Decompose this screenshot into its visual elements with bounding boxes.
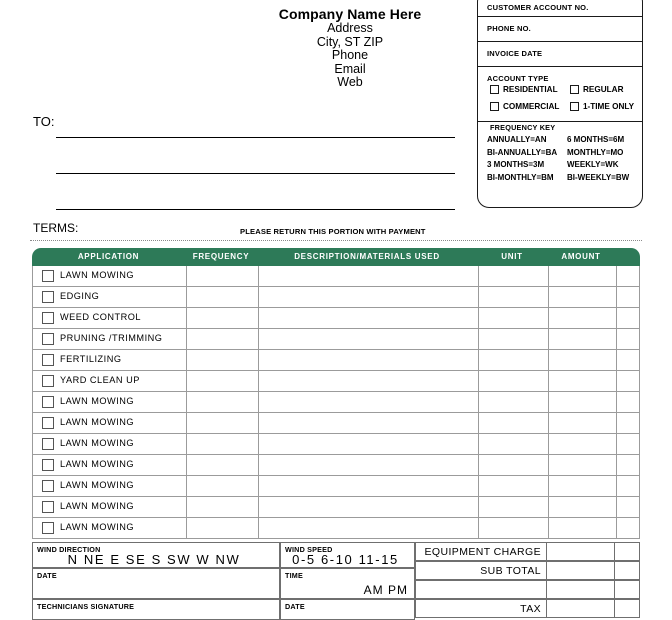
column-divider [186,434,187,454]
column-divider [548,329,549,349]
column-divider [258,266,259,286]
table-row[interactable] [32,413,640,434]
table-row[interactable] [32,518,640,539]
column-divider [478,476,479,496]
phone-no-label: PHONE NO. [487,24,531,33]
checkbox-regular-label: REGULAR [583,85,624,94]
column-divider [548,497,549,517]
table-row[interactable] [32,266,640,287]
column-divider [478,392,479,412]
column-divider [616,413,617,433]
wind-direction-label: WIND DIRECTION [37,545,101,554]
column-header-frequency: FREQUENCY [192,252,250,261]
total-label-cell [415,580,547,599]
bill-to-line-2[interactable] [56,173,455,174]
phone-no-field[interactable] [478,17,642,42]
column-divider [258,371,259,391]
total-amount-cell[interactable] [547,580,615,599]
table-row[interactable] [32,497,640,518]
column-divider [616,308,617,328]
column-divider [186,476,187,496]
invoice-date-label: INVOICE DATE [487,49,543,58]
column-divider [258,287,259,307]
column-divider [548,266,549,286]
row-application-label: LAWN MOWING [60,501,135,511]
column-divider [548,518,549,538]
date-label-1: DATE [37,571,57,580]
row-checkbox-icon[interactable] [42,354,54,366]
row-application-label: EDGING [60,291,100,301]
total-label-cell [415,542,547,561]
company-name: Company Name Here [278,6,422,22]
frequency-key-item: MONTHLY=MO [567,147,624,157]
checkbox-regular[interactable] [570,85,623,94]
frequency-key-item: BI-ANNUALLY=BA [487,147,558,157]
column-header-amount: AMOUNT [561,252,601,261]
column-divider [478,266,479,286]
column-divider [258,308,259,328]
company-email: Email [334,61,366,76]
checkbox-commercial-label: COMMERCIAL [503,102,560,111]
column-divider [478,455,479,475]
am-pm-selector[interactable]: AM PM [363,583,408,597]
column-divider [616,392,617,412]
account-info-box [477,0,643,208]
time-label: TIME [285,571,303,580]
row-application-label: LAWN MOWING [60,270,135,280]
row-checkbox-icon[interactable] [42,417,54,429]
date-cell-2[interactable] [280,599,415,620]
date-cell-1[interactable] [32,568,280,599]
total-label: TAX [520,603,541,615]
time-cell[interactable] [280,568,415,599]
frequency-key-section [478,122,642,192]
column-header-description: DESCRIPTION/MATERIALS USED [294,252,440,261]
services-table-header-row [32,248,640,266]
customer-account-no-label: CUSTOMER ACCOUNT NO. [487,3,589,12]
row-application-label: FERTILIZING [60,354,122,364]
wind-direction-options[interactable]: N NE E SE S SW W NW [67,552,241,567]
checkbox-icon[interactable] [570,85,579,94]
services-table-body [32,266,640,539]
frequency-key-title: FREQUENCY KEY [490,123,556,132]
column-divider [478,434,479,454]
column-divider [616,350,617,370]
wind-speed-cell[interactable] [280,542,415,568]
row-application-label: LAWN MOWING [60,522,135,532]
column-divider [258,476,259,496]
column-divider [258,518,259,538]
bill-to-line-3[interactable] [56,209,455,210]
company-web: Web [337,75,363,89]
row-checkbox-icon[interactable] [42,270,54,282]
table-row[interactable] [32,455,640,476]
row-checkbox-icon[interactable] [42,396,54,408]
company-city-state-zip: City, ST ZIP [316,34,384,49]
column-divider [616,266,617,286]
column-divider [548,287,549,307]
total-end-cell[interactable] [615,542,640,561]
footer-block [32,542,640,620]
row-checkbox-icon[interactable] [42,459,54,471]
column-divider [548,413,549,433]
company-header-block [230,6,470,90]
column-header-unit: UNIT [501,252,523,261]
row-checkbox-icon[interactable] [42,312,54,324]
checkbox-one-time-only-label: 1-TIME ONLY [583,102,635,111]
row-application-label: PRUNING /TRIMMING [60,333,163,343]
total-amount-cell[interactable] [547,599,615,618]
frequency-key-item: BI-WEEKLY=BW [567,172,630,182]
column-divider [548,371,549,391]
column-divider [186,329,187,349]
frequency-key-item: BI-MONTHLY=BM [487,172,554,182]
table-row[interactable] [32,329,640,350]
table-row[interactable] [32,350,640,371]
column-divider [186,266,187,286]
column-divider [616,287,617,307]
wind-speed-options[interactable]: 0-5 6-10 11-15 [292,552,399,567]
column-divider [478,329,479,349]
column-divider [478,371,479,391]
row-application-label: LAWN MOWING [60,480,135,490]
table-row[interactable] [32,476,640,497]
checkbox-residential-label: RESIDENTIAL [503,85,558,94]
row-checkbox-icon[interactable] [42,375,54,387]
checkbox-one-time-only[interactable] [570,102,634,111]
invoice-date-field[interactable] [478,42,642,67]
services-table [32,248,640,539]
row-application-label: LAWN MOWING [60,438,135,448]
column-divider [258,434,259,454]
frequency-key-left-column [487,134,557,184]
frequency-key-item: 3 MONTHS=3M [487,160,545,169]
column-divider [478,308,479,328]
checkbox-icon[interactable] [490,85,499,94]
return-portion-note: PLEASE RETURN THIS PORTION WITH PAYMENT [240,227,426,236]
column-divider [258,413,259,433]
column-divider [186,308,187,328]
column-divider [478,497,479,517]
column-divider [548,308,549,328]
total-end-cell[interactable] [615,599,640,618]
account-type-label: ACCOUNT TYPE [487,74,549,83]
total-amount-cell[interactable] [547,561,615,580]
column-divider [186,518,187,538]
column-divider [616,434,617,454]
row-checkbox-icon[interactable] [42,438,54,450]
row-application-label: YARD CLEAN UP [60,375,140,385]
column-divider [186,287,187,307]
column-divider [478,350,479,370]
total-label-cell [415,599,547,618]
customer-account-no-field[interactable] [478,0,642,17]
frequency-key-right-column [567,134,629,184]
table-row[interactable] [32,392,640,413]
wind-speed-label: WIND SPEED [285,545,333,554]
total-label: SUB TOTAL [480,565,541,577]
account-type-checkbox-grid [478,85,642,121]
column-divider [258,329,259,349]
checkbox-icon[interactable] [570,102,579,111]
row-application-label: WEED CONTROL [60,312,142,322]
checkbox-commercial[interactable] [490,102,559,111]
column-divider [548,434,549,454]
column-divider [186,455,187,475]
row-application-label: LAWN MOWING [60,396,135,406]
column-divider [478,518,479,538]
column-divider [616,476,617,496]
company-address: Address [327,21,373,35]
column-divider [548,392,549,412]
total-end-cell[interactable] [615,561,640,580]
technicians-signature-label: TECHNICIANS SIGNATURE [37,602,135,611]
column-divider [616,371,617,391]
column-divider [548,476,549,496]
wind-direction-cell[interactable] [32,542,280,568]
row-checkbox-icon[interactable] [42,333,54,345]
frequency-key-item: 6 MONTHS=6M [567,135,625,144]
frequency-key-item: WEEKLY=WK [567,160,619,169]
total-label: EQUIPMENT CHARGE [424,546,541,558]
table-row[interactable] [32,308,640,329]
column-divider [186,392,187,412]
bill-to-line-1[interactable] [56,137,455,138]
checkbox-residential[interactable] [490,85,558,94]
row-checkbox-icon[interactable] [42,480,54,492]
technicians-signature-cell[interactable] [32,599,280,620]
column-divider [478,413,479,433]
total-amount-cell[interactable] [547,542,615,561]
table-row[interactable] [32,434,640,455]
column-divider [616,455,617,475]
table-row[interactable] [32,371,640,392]
bill-to-label: TO: [33,114,55,129]
column-header-application: APPLICATION [77,252,140,261]
column-divider [548,455,549,475]
row-application-label: LAWN MOWING [60,459,135,469]
column-divider [186,371,187,391]
row-application-label: LAWN MOWING [60,417,135,427]
tear-off-dotted-separator [30,240,642,241]
column-divider [186,350,187,370]
company-phone: Phone [331,48,369,62]
table-row[interactable] [32,287,640,308]
row-checkbox-icon[interactable] [42,291,54,303]
checkbox-icon[interactable] [490,102,499,111]
column-divider [548,350,549,370]
column-divider [186,413,187,433]
row-checkbox-icon[interactable] [42,522,54,534]
row-checkbox-icon[interactable] [42,501,54,513]
column-divider [258,350,259,370]
column-divider [478,287,479,307]
column-divider [616,329,617,349]
terms-label: TERMS: [33,221,79,235]
column-divider [616,518,617,538]
total-end-cell[interactable] [615,580,640,599]
column-divider [258,392,259,412]
column-divider [258,455,259,475]
column-divider [258,497,259,517]
column-divider [186,497,187,517]
frequency-key-item: ANNUALLY=AN [487,135,547,144]
total-label-cell [415,561,547,580]
column-divider [616,497,617,517]
date-label-2: DATE [285,602,305,611]
